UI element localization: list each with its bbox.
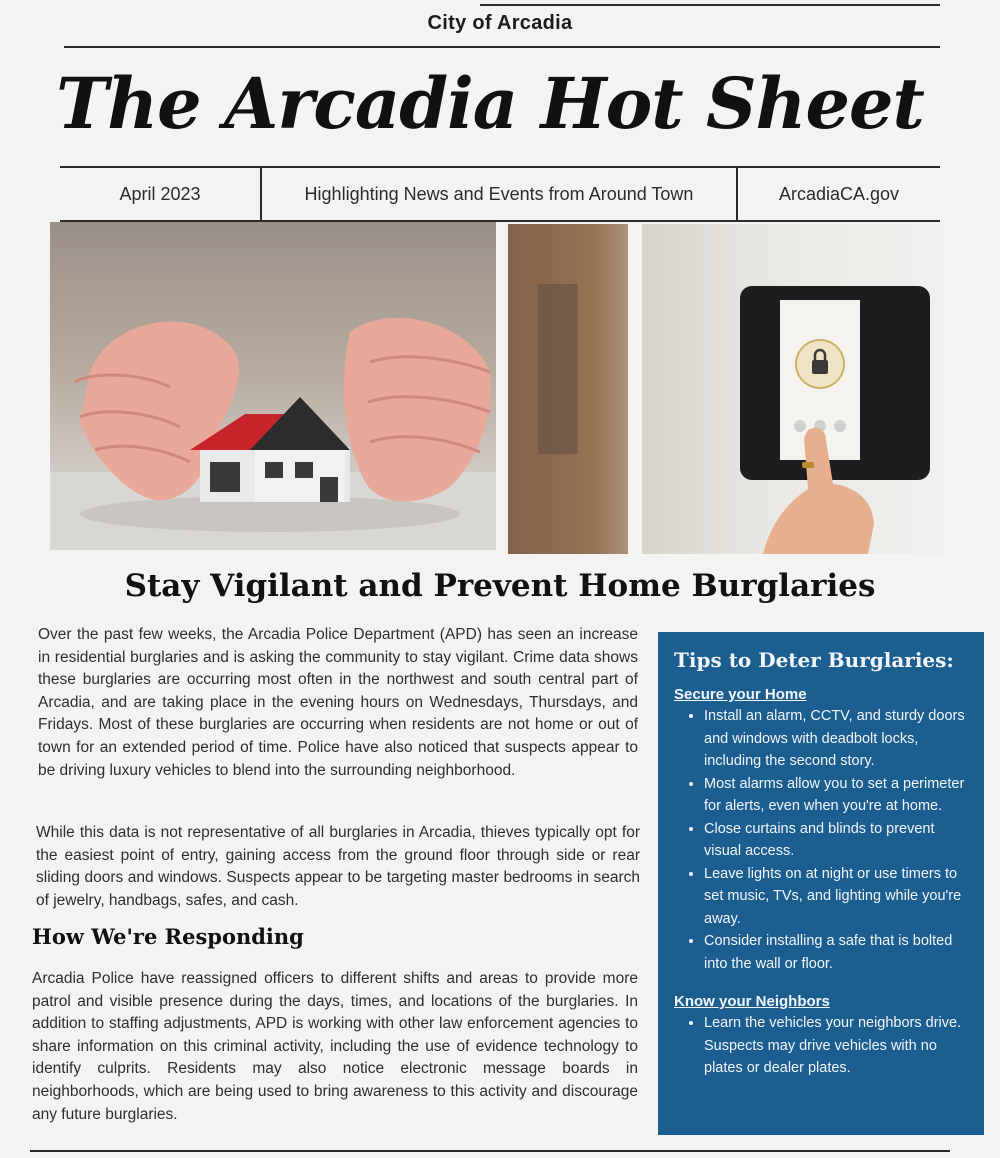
article-paragraph-3: Arcadia Police have reassigned officers to different shifts and areas to provide more patrol and visible presence during the days, times, and locations of the burglaries. In addition to staffing adjustments, APD is working with other law enforcement agencies to share information on this criminal activity, including the use of evidence technology to identify culprits. Residents may also notice electronic message boards in neighborhoods, which are being used to bring awareness to this activity and discourage any future burglaries.	[32, 970, 638, 1123]
alarm-panel-photo	[508, 224, 944, 554]
tip-item: • Leave lights on at night or use timers to set music, TVs, and lighting while you're away.	[704, 863, 970, 931]
tips-section-heading-secure-home: Secure your Home	[674, 686, 807, 703]
tip-item: • Learn the vehicles your neighbors drive. Suspects may drive vehicles with no plates or dealer plates.	[704, 1012, 970, 1080]
tip-item: • Close curtains and blinds to prevent visual access.	[704, 818, 970, 863]
tip-item: • Install an alarm, CCTV, and sturdy doors and windows with deadbolt locks, including the second story.	[704, 705, 970, 773]
info-bar	[60, 166, 940, 222]
article-paragraph-1: Over the past few weeks, the Arcadia Police Department (APD) has seen an increase in residential burglaries and is asking the community to stay vigilant. Crime data shows these burglaries are occurring most often in the northwest and south central part of Arcadia, and are taking place in the evening hours on Wednesdays, Thursdays, and Fridays. Most of these burglaries are occurring when residents are not home or out of town for an extended period of time. Police have also noticed that suspects appear to be driving luxury vehicles to blend into the surrounding neighborhood.	[38, 626, 638, 779]
tip-item: • Most alarms allow you to set a perimeter for alerts, even when you're at home.	[704, 773, 970, 818]
tagline: Highlighting News and Events from Around Town	[262, 168, 738, 220]
tips-list-neighbors	[674, 1012, 970, 1080]
hands-house-photo	[50, 222, 496, 550]
masthead-top-rule	[64, 46, 940, 48]
bottom-rule	[30, 1150, 950, 1152]
tips-sidebar	[658, 632, 984, 1135]
tips-list-secure-home	[674, 705, 970, 975]
tips-section-heading-neighbors: Know your Neighbors	[674, 993, 830, 1010]
issue-date: April 2023	[60, 168, 262, 220]
tips-title: Tips to Deter Burglaries:	[674, 648, 954, 672]
website-link[interactable]: ArcadiaCA.gov	[778, 184, 900, 204]
article-headline: Stay Vigilant and Prevent Home Burglaries	[124, 568, 876, 604]
city-name: City of Arcadia	[427, 12, 573, 34]
hands-house-illustration	[50, 222, 496, 550]
top-rule	[480, 4, 940, 6]
article-paragraph-2: While this data is not representative of all burglaries in Arcadia, thieves typically opt for the easiest point of entry, gaining access from the ground floor through side or rear sliding doors and windows. Suspects appear to be targeting master bedrooms in search of jewelry, handbags, safes, and cash.	[36, 824, 640, 909]
masthead-title: The Arcadia Hot Sheet	[56, 62, 924, 145]
responding-subheading: How We're Responding	[32, 924, 304, 949]
tip-item: • Consider installing a safe that is bolted into the wall or floor.	[704, 930, 970, 975]
alarm-panel-illustration	[508, 224, 944, 554]
